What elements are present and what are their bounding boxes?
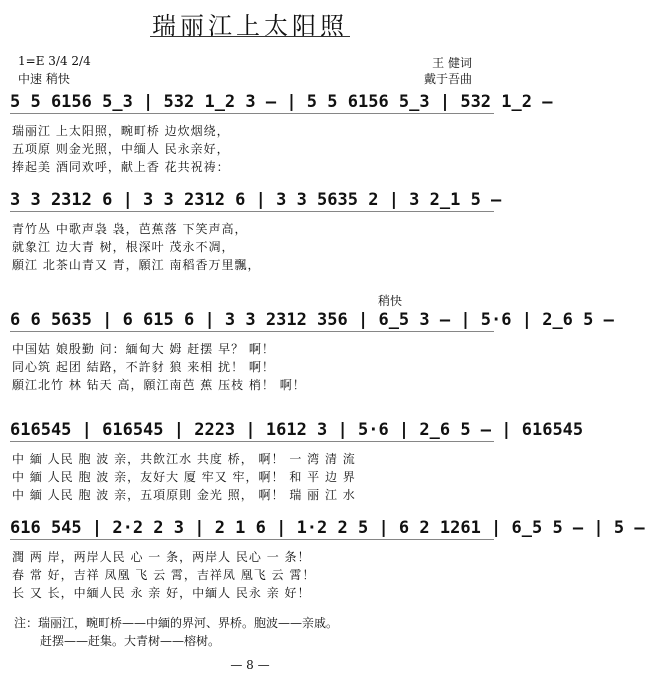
lyric-verse-2: 五项原 则金光照，中缅人 民永亲好， — [12, 142, 230, 156]
notation-line: 6 6 5635 | 6 615 6 | 3 3 2312 356 | 6̲5 3 — | 5·6 | 2̲6 5 — — [10, 310, 614, 330]
footnote-1 — [14, 614, 338, 631]
notation-line: 616545 | 616545 | 2223 | 1612 3 | 5·6 | 2̲6 5 — | 616545 — [10, 420, 584, 440]
tempo-marking: 中速 稍快 — [18, 72, 70, 86]
footnote-text-1: 瑞丽江，畹町桥——中緬的界河、界桥。胞波——亲戚。 — [38, 616, 339, 630]
lyric-verse-1: 潤 两 岸，两岸人民 心 一 条，两岸人 民心 一 条！ — [12, 550, 311, 564]
composer-credit: 戴于吾曲 — [423, 72, 472, 86]
beam-line — [10, 211, 494, 212]
lyric-verse-1: 中 緬 人民 胞 波 亲，共飲江水 共度 桥， 啊！ 一 湾 清 流 — [12, 452, 356, 466]
tempo-change-marking: 稍快 — [378, 294, 403, 308]
page-number: — 8 — — [230, 658, 270, 672]
song-title: 瑞丽江上太阳照 — [152, 12, 348, 40]
notation-line: 5 5 6156 5̲3 | 532 1̲2 3 — | 5 5 6156 5̲3 | 532 1̲2 — — [10, 92, 553, 112]
footnote-label: 注： — [14, 616, 39, 630]
lyric-verse-2: 中 緬 人民 胞 波 亲，友好大 厦 牢又 牢，啊！ 和 平 边 界 — [12, 470, 356, 484]
footnote-2: 赶摆——赶集。大青树——榕树。 — [40, 634, 221, 648]
notation-line: 3 3 2312 6 | 3 3 2312 6 | 3 3 5635 2 | 3 2̲1 5 — — [10, 190, 502, 210]
key-signature: 1=E 3/4 2/4 — [18, 54, 91, 68]
lyric-verse-3: 捧起美 酒同欢呼，献上香 花共祝祷： — [12, 160, 230, 174]
beam-line — [10, 441, 494, 442]
score-system-2 — [0, 186, 500, 280]
lyric-verse-3: 願江 北茶山青又 青，願江 南稻香万里飄， — [12, 258, 261, 272]
notation-line: 616 545 | 2·2 2 3 | 2 1 6 | 1·2 2 5 | 6 2 1261 | 6̲5 5 — | 5 — — [10, 518, 645, 538]
beam-line — [10, 113, 494, 114]
score-system-1 — [0, 88, 553, 180]
lyric-verse-3: 願江北竹 林 钻天 高，願江南芭 蕉 压枝 梢！ 啊！ — [12, 378, 306, 392]
lyric-verse-1: 瑞丽江 上太阳照，畹町桥 边炊烟绕， — [12, 124, 230, 138]
score-system-5 — [0, 514, 645, 610]
lyric-verse-2: 同心筑 起团 結路，不許豺 狼 来相 扰！ 啊！ — [12, 360, 275, 374]
lyric-verse-1: 中国姑 娘殷勤 问：緬甸大 姆 赶摆 早？ 啊！ — [12, 342, 275, 356]
lyric-verse-2: 就象江 边大青 树，根深叶 茂永不凋， — [12, 240, 235, 254]
beam-line — [10, 331, 494, 332]
lyric-verse-3: 长 又 长，中緬人民 永 亲 好，中緬人 民永 亲 好！ — [12, 586, 311, 600]
title-underline — [150, 36, 350, 37]
lyric-verse-1: 青竹丛 中歌声袅 袅，芭蕉落 下笑声高， — [12, 222, 248, 236]
lyric-verse-2: 春 常 好，吉祥 凤凰 飞 云 霄，吉祥凤 凰飞 云 霄！ — [12, 568, 316, 582]
beam-line — [10, 539, 494, 540]
score-system-3 — [0, 306, 614, 402]
lyric-verse-3: 中 緬 人民 胞 波 亲，五項原則 金光 照， 啊！ 瑞 丽 江 水 — [12, 488, 356, 502]
score-system-4 — [0, 416, 584, 512]
lyricist-credit: 王 健词 — [432, 56, 472, 70]
